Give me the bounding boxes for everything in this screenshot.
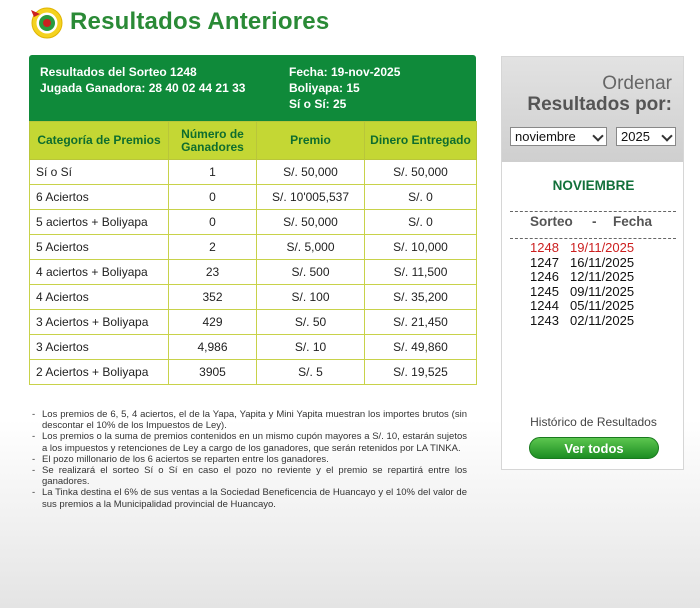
cell-dinero: S/. 10,000	[365, 235, 477, 260]
boliyapa-line: Boliyapa: 15	[289, 81, 360, 95]
month-select-value: noviembre	[515, 129, 576, 144]
draw-link-1243[interactable]	[530, 314, 634, 329]
cell-dinero: S/. 49,860	[365, 335, 477, 360]
resultados-por-heading: Resultados por:	[527, 94, 672, 115]
draw-date: 05/11/2025	[570, 298, 635, 314]
cell-categoria: 5 Aciertos	[30, 235, 169, 260]
cell-premio: S/. 5	[257, 360, 365, 385]
cell-ganadores: 352	[169, 285, 257, 310]
cell-dinero: S/. 35,200	[365, 285, 477, 310]
table-row	[30, 235, 477, 260]
cell-ganadores: 3905	[169, 360, 257, 385]
col-separator: -	[592, 214, 597, 229]
table-row	[30, 260, 477, 285]
year-select[interactable]	[616, 127, 676, 146]
draw-number: 1244	[530, 298, 559, 314]
ver-todos-button[interactable]: Ver todos	[529, 437, 659, 459]
prizes-table	[29, 121, 477, 385]
page-header	[28, 4, 329, 40]
tinka-logo-icon	[28, 4, 64, 40]
cell-premio: S/. 50,000	[257, 160, 365, 185]
draw-link-1246[interactable]	[530, 270, 634, 285]
cell-categoria: 4 aciertos + Boliyapa	[30, 260, 169, 285]
note-item: - Los premios o la suma de premios contenidos en un mismo cupón mayores a S/. 10, estarán sujetos a los impuestos y retenciones de Ley a cargo de los ganadores, que serán retenidos por LA TINKA.	[32, 431, 467, 453]
draw-link-1245[interactable]	[530, 285, 634, 300]
sort-controls	[502, 57, 683, 162]
cell-categoria: 6 Aciertos	[30, 185, 169, 210]
cell-premio: S/. 50,000	[257, 210, 365, 235]
cell-ganadores: 1	[169, 160, 257, 185]
cell-ganadores: 23	[169, 260, 257, 285]
draw-date: 09/11/2025	[570, 283, 635, 299]
cell-dinero: S/. 50,000	[365, 160, 477, 185]
draw-summary	[29, 55, 476, 121]
draw-link-1244[interactable]	[530, 299, 634, 314]
cell-ganadores: 4,986	[169, 335, 257, 360]
cell-ganadores: 429	[169, 310, 257, 335]
month-select[interactable]	[510, 127, 607, 146]
cell-dinero: S/. 0	[365, 210, 477, 235]
ordenar-heading: Ordenar	[602, 73, 672, 94]
sort-sidebar	[501, 56, 684, 470]
draws-list-header	[510, 211, 676, 239]
draw-number: 1248	[530, 240, 559, 255]
results-panel	[29, 55, 476, 385]
cell-premio: S/. 5,000	[257, 235, 365, 260]
table-row	[30, 185, 477, 210]
cell-dinero: S/. 11,500	[365, 260, 477, 285]
table-row	[30, 335, 477, 360]
cell-premio: S/. 100	[257, 285, 365, 310]
month-title: NOVIEMBRE	[552, 178, 635, 193]
siosi-line: Sí o Sí: 25	[289, 97, 347, 111]
draw-date-line: Fecha: 19-nov-2025	[289, 65, 401, 79]
page-title: Resultados Anteriores	[70, 8, 330, 35]
cell-categoria: 3 Aciertos + Boliyapa	[30, 310, 169, 335]
table-row	[30, 360, 477, 385]
draw-link-1248[interactable]	[530, 241, 634, 256]
cell-ganadores: 0	[169, 210, 257, 235]
cell-ganadores: 2	[169, 235, 257, 260]
note-item: - Los premios de 6, 5, 4 aciertos, el de la Yapa, Yapita y Mini Yapita muestran los importes brutos (sin descontar el 10% de los Impuestos de Ley).	[32, 409, 467, 431]
draw-number-line: Resultados del Sorteo 1248	[40, 65, 197, 79]
note-item: - Se realizará el sorteo Sí o Sí en caso el pozo no reviente y el premio se repartirá entre los ganadores.	[32, 465, 467, 487]
note-item: - El pozo millonario de los 6 aciertos se reparten entre los ganadores.	[32, 454, 467, 465]
cell-categoria: 4 Aciertos	[30, 285, 169, 310]
cell-premio: S/. 500	[257, 260, 365, 285]
cell-premio: S/. 10'005,537	[257, 185, 365, 210]
col-fecha-label: Fecha	[613, 214, 653, 229]
cell-ganadores: 0	[169, 185, 257, 210]
winning-numbers-line: Jugada Ganadora: 28 40 02 44 21 33	[40, 81, 246, 95]
draw-date: 12/11/2025	[570, 269, 635, 285]
chevron-down-icon	[592, 130, 603, 141]
table-row	[30, 160, 477, 185]
cell-dinero: S/. 0	[365, 185, 477, 210]
col-header-categoria: Categoría de Premios	[30, 122, 169, 160]
table-row	[30, 310, 477, 335]
draw-number: 1245	[530, 283, 559, 299]
draw-link-1247[interactable]	[530, 256, 634, 271]
table-header-row	[30, 122, 477, 160]
draw-number: 1246	[530, 269, 559, 285]
cell-dinero: S/. 19,525	[365, 360, 477, 385]
cell-dinero: S/. 21,450	[365, 310, 477, 335]
col-header-ganadores: Número de Ganadores	[169, 122, 257, 160]
chevron-down-icon	[661, 130, 672, 141]
col-sorteo-label: Sorteo	[530, 214, 573, 229]
draw-number: 1247	[530, 254, 559, 270]
draw-date: 19/11/2025	[570, 240, 635, 255]
cell-categoria: 3 Aciertos	[30, 335, 169, 360]
cell-categoria: 2 Aciertos + Boliyapa	[30, 360, 169, 385]
cell-premio: S/. 50	[257, 310, 365, 335]
cell-categoria: Sí o Sí	[30, 160, 169, 185]
draw-date: 02/11/2025	[570, 312, 635, 328]
year-select-value: 2025	[621, 129, 650, 144]
col-header-premio: Premio	[257, 122, 365, 160]
col-header-dinero: Dinero Entregado	[365, 122, 477, 160]
cell-categoria: 5 aciertos + Boliyapa	[30, 210, 169, 235]
draw-date: 16/11/2025	[570, 254, 635, 270]
table-row	[30, 285, 477, 310]
historico-label: Histórico de Resultados	[530, 415, 657, 429]
note-item: - La Tinka destina el 6% de sus ventas a la Sociedad Beneficencia de Huancayo y el 10% del valor de sus premios a la Municipalidad provincial de Huancayo.	[32, 487, 467, 509]
draw-number: 1243	[530, 312, 559, 328]
cell-premio: S/. 10	[257, 335, 365, 360]
notes-list	[32, 409, 467, 510]
draws-list	[530, 241, 634, 329]
table-row	[30, 210, 477, 235]
